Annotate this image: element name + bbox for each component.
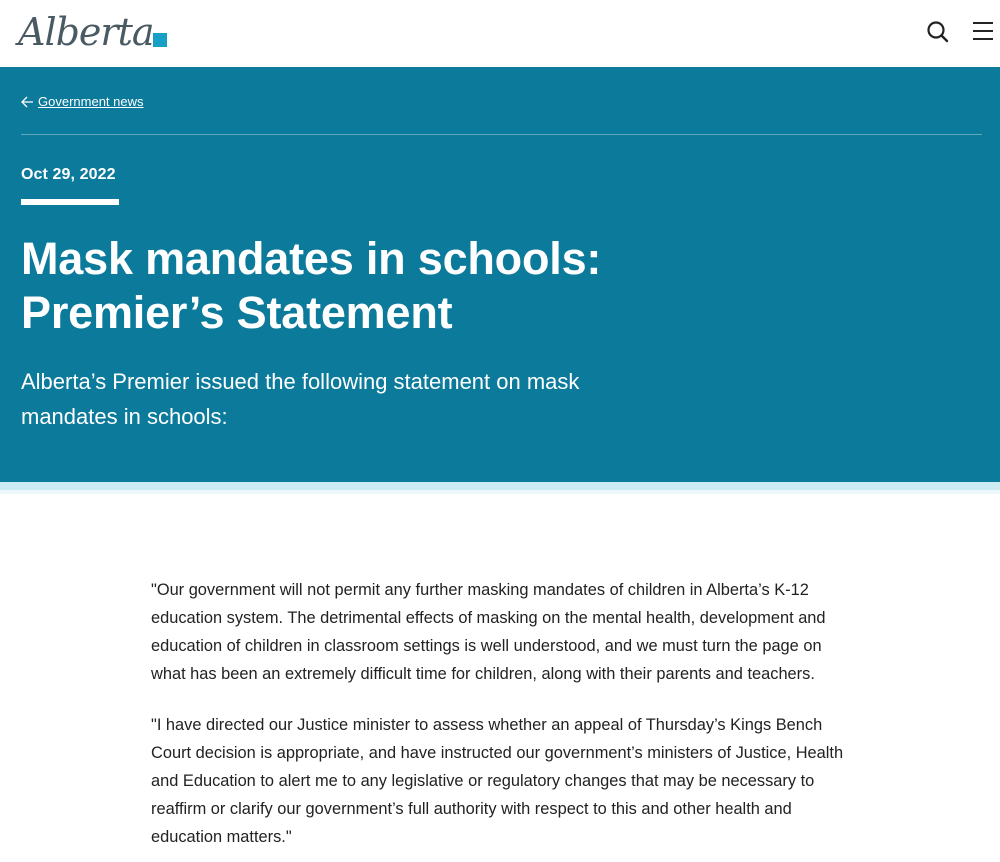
hero-divider (21, 134, 982, 135)
logo-wordmark: Alberta (18, 10, 154, 54)
hero-accent-stripe (0, 482, 1000, 490)
article-paragraph: "I have directed our Justice minister to assess whether an appeal of Thursday’s Kings Bench Court decision is appropriate, and have instructed our government’s ministers of Justice, Health and Education to alert me to any legislative or regulatory changes that may be necessary to reaffirm or clarify our government’s full authority with respect to this and other health and education matters." (151, 716, 844, 846)
breadcrumb (21, 94, 144, 109)
title-line-2: Premier’s Statement (21, 287, 453, 338)
logo-accent-square (153, 33, 167, 47)
arrow-left-icon (21, 96, 34, 108)
breadcrumb-link-government-news[interactable]: Government news (38, 94, 144, 109)
news-hero-banner (0, 67, 1000, 482)
site-header (0, 0, 1000, 67)
date-underline (21, 199, 119, 205)
search-button[interactable] (924, 18, 952, 46)
search-icon (924, 18, 952, 46)
publish-date: Oct 29, 2022 (21, 166, 116, 183)
article-body (151, 576, 851, 862)
menu-button[interactable] (970, 18, 996, 46)
hamburger-menu-icon (970, 18, 996, 46)
article-paragraph: "Our government will not permit any further masking mandates of children in Alberta’s K-12 education system. The detrimental effects of masking on the mental health, development and education of children in classroom settings is well understood, and we must turn the page on what has been an extremely difficult time for children, along with their parents and teachers. (151, 581, 826, 683)
hero-accent-stripe-light (0, 490, 1000, 494)
alberta-logo[interactable] (16, 10, 172, 58)
title-line-1: Mask mandates in schools: (21, 233, 602, 284)
page-title (21, 232, 661, 340)
lead-summary: Alberta’s Premier issued the following statement on mask mandates in schools: (21, 369, 580, 429)
